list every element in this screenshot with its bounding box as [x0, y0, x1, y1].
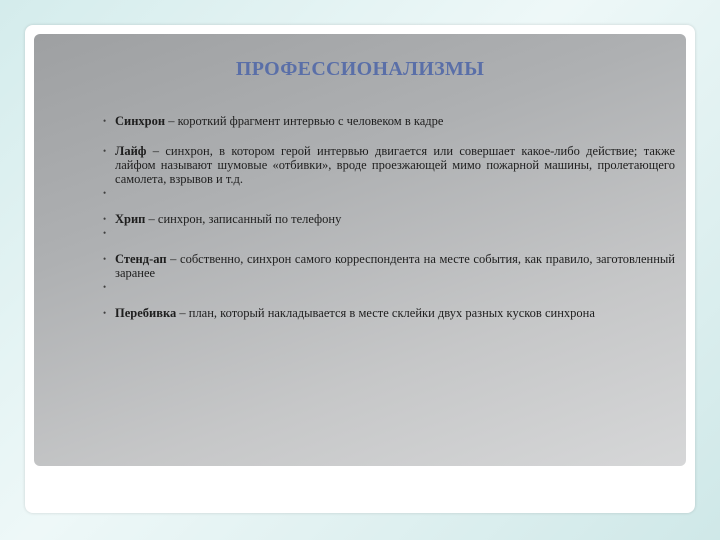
- item-term: Перебивка: [115, 306, 177, 320]
- bullet-icon: •: [103, 188, 107, 198]
- bullet-icon: •: [103, 308, 107, 318]
- item-term: Синхрон: [115, 114, 166, 128]
- item-definition: – синхрон, записанный по телефону: [145, 212, 342, 226]
- definition-list: [103, 114, 675, 320]
- item-term: Лайф: [115, 144, 147, 158]
- item-definition: – план, который накладывается в месте склейки двух разных кусков синхрона: [176, 306, 595, 320]
- item-term: Хрип: [115, 212, 146, 226]
- item-definition: – короткий фрагмент интервью с человеком в кадре: [165, 114, 444, 128]
- bullet-icon: •: [103, 116, 107, 126]
- bullet-icon: •: [103, 254, 107, 264]
- bullet-icon: •: [103, 282, 107, 292]
- bullet-icon: •: [103, 228, 107, 238]
- empty-list-item: [103, 226, 675, 240]
- slide-panel: [34, 34, 686, 466]
- slide-title: ПРОФЕССИОНАЛИЗМЫ: [235, 58, 485, 80]
- item-definition: – синхрон, в котором герой интервью двигается или совершает какое-либо действие; также лайфом называют шумовые «отбивки», вроде проезжающей мимо пожарной машины, пролетающего самолета, взрывов и т.д.: [115, 144, 675, 186]
- item-definition: – собственно, синхрон самого корреспондента на месте события, как правило, заготовленный заранее: [115, 252, 675, 280]
- empty-list-item: [103, 186, 675, 200]
- bullet-icon: •: [103, 214, 107, 224]
- bullet-icon: •: [103, 146, 107, 156]
- list-item: [103, 114, 675, 128]
- list-item: [103, 212, 675, 226]
- item-term: Стенд-ап: [115, 252, 167, 266]
- empty-list-item: [103, 280, 675, 294]
- list-item: [103, 306, 675, 320]
- slide-frame: [25, 25, 695, 513]
- list-item: [103, 252, 675, 280]
- list-item: [103, 144, 675, 186]
